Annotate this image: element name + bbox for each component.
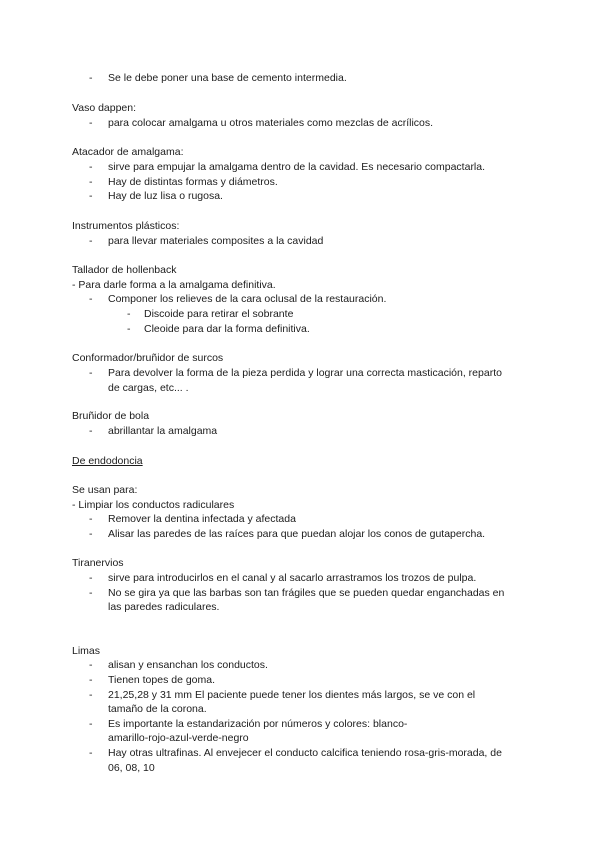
list-item: Es importante la estandarización por números y colores: blanco-: [108, 718, 408, 730]
list-item: para llevar materiales composites a la cavidad: [108, 235, 324, 247]
bullet-dash: -: [89, 190, 93, 202]
list-item: para colocar amalgama u otros materiales como mezclas de acrílicos.: [108, 117, 434, 129]
list-item: abrillantar la amalgama: [108, 425, 218, 437]
list-item: alisan y ensanchan los conductos.: [108, 659, 268, 671]
list-item: Hay otras ultrafinas. Al envejecer el conducto calcifica teniendo rosa-gris-morada, de: [108, 747, 502, 759]
list-item: sirve para empujar la amalgama dentro de la cavidad. Es necesario compactarla.: [108, 161, 486, 173]
bullet-dash: -: [89, 425, 93, 437]
bullet-dash: -: [89, 513, 93, 525]
bullet-dash: -: [89, 161, 93, 173]
section-heading-conformador: Conformador/bruñidor de surcos: [72, 352, 224, 364]
list-item: Para devolver la forma de la pieza perdida y lograr una correcta masticación, reparto: [108, 367, 502, 379]
sub-list-item: Cleoide para dar la forma definitiva.: [144, 323, 310, 335]
bullet-dash: -: [89, 235, 93, 247]
intro-line: Se usan para:: [72, 484, 138, 496]
bullet-dash: -: [89, 367, 93, 379]
list-item-continuation: amarillo-rojo-azul-verde-negro: [108, 732, 249, 744]
list-item: Componer los relieves de la cara oclusal de la restauración.: [108, 293, 387, 305]
bullet-dash: -: [89, 718, 93, 730]
sub-bullet-dash: -: [127, 323, 131, 335]
bullet-dash: -: [89, 689, 93, 701]
section-heading-vaso-dappen: Vaso dappen:: [72, 102, 137, 114]
list-item-continuation: las paredes radiculares.: [108, 601, 220, 613]
list-item: Se le debe poner una base de cemento intermedia.: [108, 72, 347, 84]
bullet-dash: -: [89, 572, 93, 584]
section-heading-endodoncia: De endodoncia: [72, 455, 143, 467]
list-item: sirve para introducirlos en el canal y al sacarlo arrastramos los trozos de pulpa.: [108, 572, 477, 584]
list-item: Hay de luz lisa o rugosa.: [108, 190, 223, 202]
section-heading-tallador: Tallador de hollenback: [72, 264, 177, 276]
list-item-continuation: tamaño de la corona.: [108, 703, 207, 715]
sub-list-item: Discoide para retirar el sobrante: [144, 308, 294, 320]
list-item: Hay de distintas formas y diámetros.: [108, 176, 278, 188]
list-item: 21,25,28 y 31 mm El paciente puede tener los dientes más largos, se ve con el: [108, 689, 476, 701]
bullet-dash: -: [89, 176, 93, 188]
list-item: No se gira ya que las barbas son tan frágiles que se pueden quedar enganchadas en: [108, 587, 505, 599]
section-heading-atacador: Atacador de amalgama:: [72, 146, 184, 158]
bullet-dash: -: [89, 587, 93, 599]
list-item-continuation: 06, 08, 10: [108, 762, 155, 774]
bullet-dash: -: [89, 659, 93, 671]
list-item: Alisar las paredes de las raíces para que puedan alojar los conos de gutapercha.: [108, 528, 486, 540]
section-heading-tiranervios: Tiranervios: [72, 557, 124, 569]
bullet-dash: -: [89, 747, 93, 759]
list-item: Tienen topes de goma.: [108, 674, 216, 686]
bullet-dash: -: [89, 293, 93, 305]
bullet-dash: -: [89, 528, 93, 540]
list-item-continuation: de cargas, etc... .: [108, 382, 189, 394]
intro-line: - Limpiar los conductos radiculares: [72, 499, 235, 511]
list-item: Remover la dentina infectada y afectada: [108, 513, 296, 525]
section-heading-instrumentos-plasticos: Instrumentos plásticos:: [72, 220, 180, 232]
intro-line: - Para darle forma a la amalgama definitiva.: [72, 279, 276, 291]
bullet-dash: -: [89, 117, 93, 129]
bullet-dash: -: [89, 72, 93, 84]
sub-bullet-dash: -: [127, 308, 131, 320]
bullet-dash: -: [89, 674, 93, 686]
section-heading-brunidor: Bruñidor de bola: [72, 410, 150, 422]
section-heading-limas: Limas: [72, 645, 101, 657]
